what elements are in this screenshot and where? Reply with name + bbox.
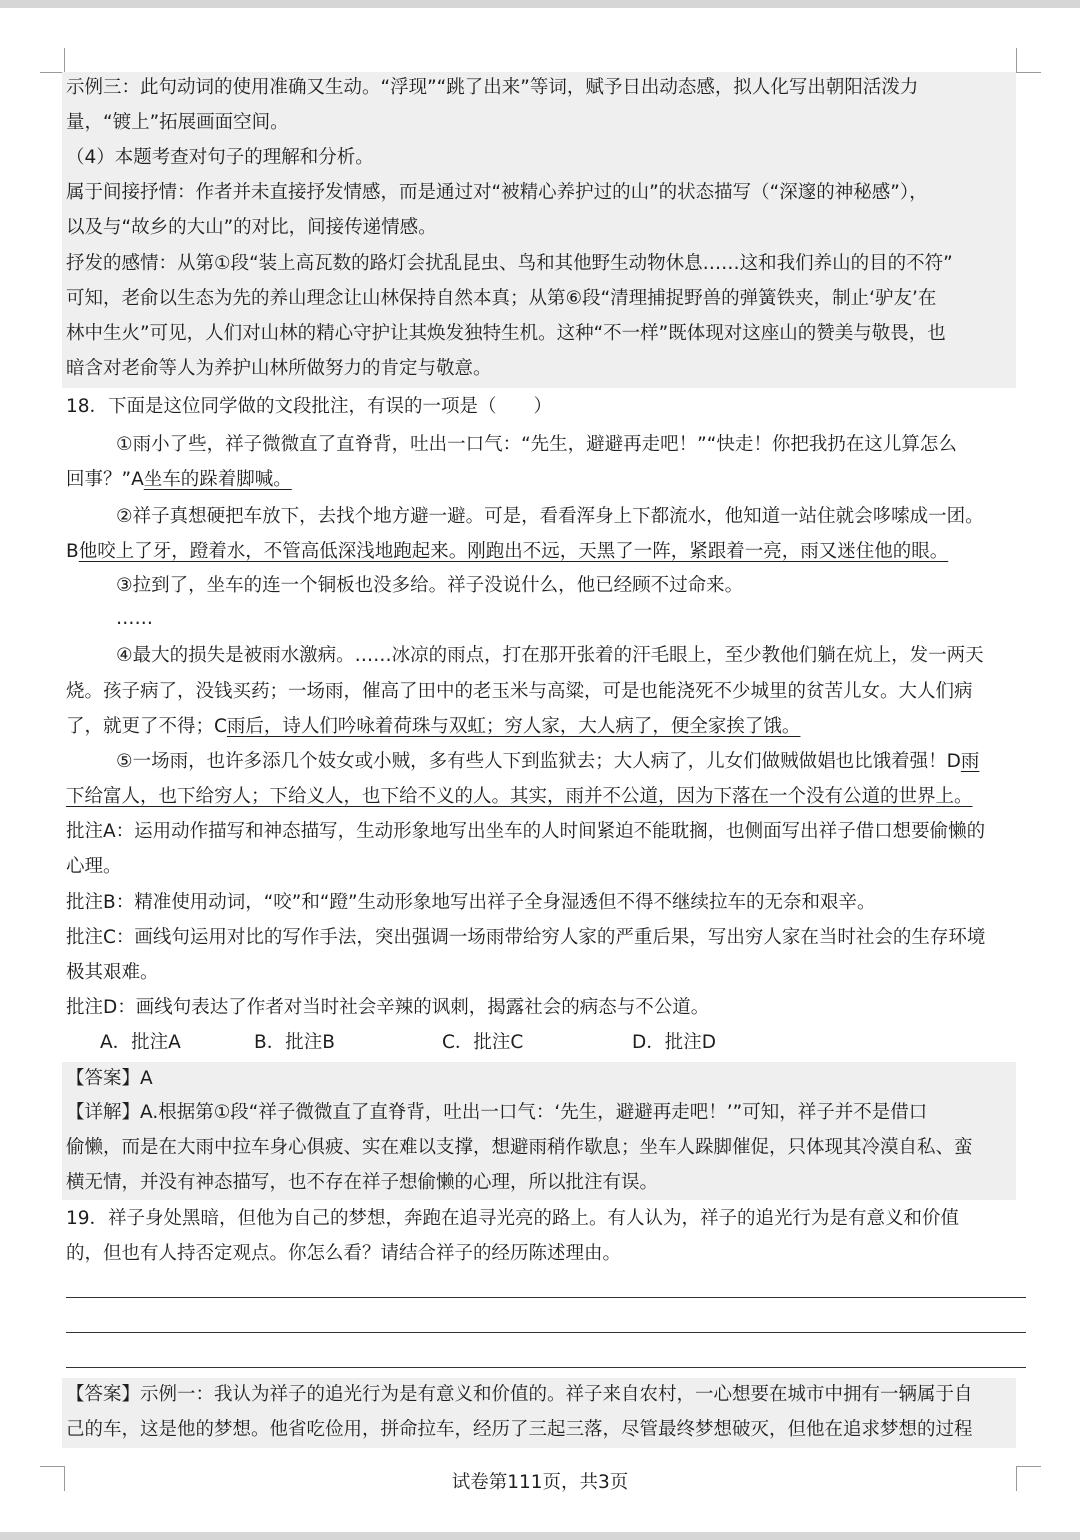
top-line-9: 暗含对老俞等人为养护山林所做努力的肯定与敬意。 — [66, 358, 492, 379]
top-line-4: 属于间接抒情：作者并未直接抒发情感，而是通过对“被精心养护过的山”的状态描写（“深邃的神秘感”）， — [66, 182, 928, 203]
page-footer: 试卷第111页，共3页 — [451, 1472, 629, 1493]
q18-answer: 【答案】A — [66, 1068, 153, 1089]
q18-para2-line2 — [66, 537, 1016, 567]
note-c-line1: 批注C：画线句运用对比的写作手法，突出强调一场雨带给穷人家的严重后果，写出穷人家在当时社会的生存环境 — [66, 927, 986, 948]
option-a[interactable]: A．批注A — [100, 1032, 181, 1053]
answer-rule-1 — [66, 1297, 1026, 1298]
q19-answer-line2: 己的车，这是他的梦想。他省吃俭用，拼命拉车，经历了三起三落，尽管最终梦想破灭，但他在追求梦想的过程 — [66, 1419, 973, 1440]
answer-rule-3 — [66, 1367, 1026, 1368]
q18-detail-line2: 偷懒，而是在大雨中拉车身心俱疲、实在难以支撑，想避雨稍作歇息；坐车人跺脚催促，只体现其冷漠自私、蛮 — [66, 1137, 973, 1158]
option-b[interactable]: B．批注B — [254, 1032, 335, 1053]
q18-para4-label: 了，就更了不得；C — [66, 716, 227, 737]
underline-c: 雨后，诗人们吟咏着荷珠与双虹；穷人家，大人病了，便全家挨了饿。 — [226, 716, 801, 737]
q18-para4-line2: 烧。孩子病了，没钱买药；一场雨，催高了田中的老玉米与高粱，可是也能浇死不少城里的贫苦儿女。大人们病 — [66, 681, 973, 702]
q18-detail-line1: 【详解】A.根据第①段“祥子微微直了直脊背，吐出一口气：‘先生，避避再走吧！’”可知，祥子并不是借口 — [66, 1102, 928, 1123]
underline-b: 他咬上了牙，蹬着水，不管高低深浅地跑起来。刚跑出不远，天黑了一阵，紧跟着一亮，雨又迷住他的眼。 — [78, 541, 949, 562]
underline-d: 下给富人，也下给穷人；下给义人，也下给不义的人。其实，雨并不公道，因为下落在一个没有公道的世界上。 — [66, 786, 973, 807]
q18-para3: ③拉到了，坐车的连一个铜板也没多给。祥子没说什么，他已经顾不过命来。 — [116, 575, 744, 596]
q18-question: 18．下面是这位同学做的文段批注，有误的一项是（ ） — [66, 396, 553, 417]
q18-para4-line1: ④最大的损失是被雨水激病。……冰凉的雨点，打在那开张着的汗毛眼上，至少教他们躺在炕上，发一两天 — [116, 645, 984, 666]
option-c[interactable]: C．批注C — [442, 1032, 524, 1053]
option-d[interactable]: D．批注D — [632, 1032, 716, 1053]
top-line-8: 林中生火”可见，人们对山林的精心守护让其焕发独特生机。这种“不一样”既体现对这座山的赞美与敬畏，也 — [66, 323, 946, 344]
top-line-3: （4）本题考查对句子的理解和分析。 — [66, 147, 374, 168]
top-line-7: 可知，老俞以生态为先的养山理念让山林保持自然本真；从第⑥段“清理捕捉野兽的弹簧铁夹，制止‘驴友’在 — [66, 288, 937, 309]
top-line-1: 示例三：此句动词的使用准确又生动。“浮现”“跳了出来”等词，赋予日出动态感，拟人化写出朝阳活泼力 — [66, 77, 919, 98]
q18-ellipsis: …… — [116, 608, 153, 629]
note-a-line1: 批注A：运用动作描写和神态描写，生动形象地写出坐车的人时间紧迫不能耽搁，也侧面写出祥子借口想要偷懒的 — [66, 821, 986, 842]
q18-para2-label: B — [66, 541, 79, 562]
underline-d-start: 雨 — [960, 751, 980, 772]
note-c-line2: 极其艰难。 — [66, 962, 159, 983]
underline-a: 坐车的跺着脚喊。 — [143, 469, 292, 490]
answer-rule-2 — [66, 1332, 1026, 1333]
note-a-line2: 心理。 — [66, 856, 122, 877]
q18-para5-line2 — [66, 782, 1016, 812]
q18-para1-line2 — [66, 465, 1016, 495]
q19-answer-line1: 【答案】示例一：我认为祥子的追光行为是有意义和价值的。祥子来自农村，一心想要在城市中拥有一辆属于自 — [66, 1384, 973, 1405]
note-b: 批注B：精准使用动词，“咬”和“蹬”生动形象地写出祥子全身湿透但不得不继续拉车的无奈和艰辛。 — [66, 892, 876, 913]
q18-para4-line3 — [66, 712, 1016, 742]
q18-para5-text: ⑤一场雨，也许多添几个妓女或小贼，多有些人下到监狱去；大人病了，儿女们做贼做娼也比饿着强！D — [116, 751, 961, 772]
q18-detail-line3: 横无情，并没有神态描写，也不存在祥子想偷懒的心理，所以批注有误。 — [66, 1172, 659, 1193]
crop-mark-top-right — [1016, 48, 1041, 73]
top-line-5: 以及与“故乡的大山”的对比，间接传递情感。 — [66, 217, 437, 238]
top-line-6: 抒发的感情：从第①段“装上高瓦数的路灯会扰乱昆虫、鸟和其他野生动物休息……这和我们养山的目的不符” — [66, 253, 953, 274]
note-d: 批注D：画线句表达了作者对当时社会辛辣的讽刺，揭露社会的病态与不公道。 — [66, 997, 710, 1018]
top-line-2: 量，“镀上”拓展画面空间。 — [66, 112, 289, 133]
q18-para1-line1: ①雨小了些，祥子微微直了直脊背，吐出一口气：“先生，避避再走吧！”“快走！你把我扔在这儿算怎么 — [116, 434, 957, 455]
q18-para2-line1: ②祥子真想硬把车放下，去找个地方避一避。可是，看看浑身上下都流水，他知道一站住就会哆嗦成一团。 — [116, 506, 984, 527]
q19-question-line2: 的，但也有人持否定观点。你怎么看？请结合祥子的经历陈述理由。 — [66, 1243, 622, 1264]
crop-mark-top-left — [40, 48, 65, 73]
q19-question-line1: 19．祥子身处黑暗，但他为自己的梦想，奔跑在追寻光亮的路上。有人认为，祥子的追光行为是有意义和价值 — [66, 1208, 960, 1229]
q18-para1-label: 回事？”A — [66, 469, 144, 490]
q18-para5-line1 — [116, 747, 1016, 777]
